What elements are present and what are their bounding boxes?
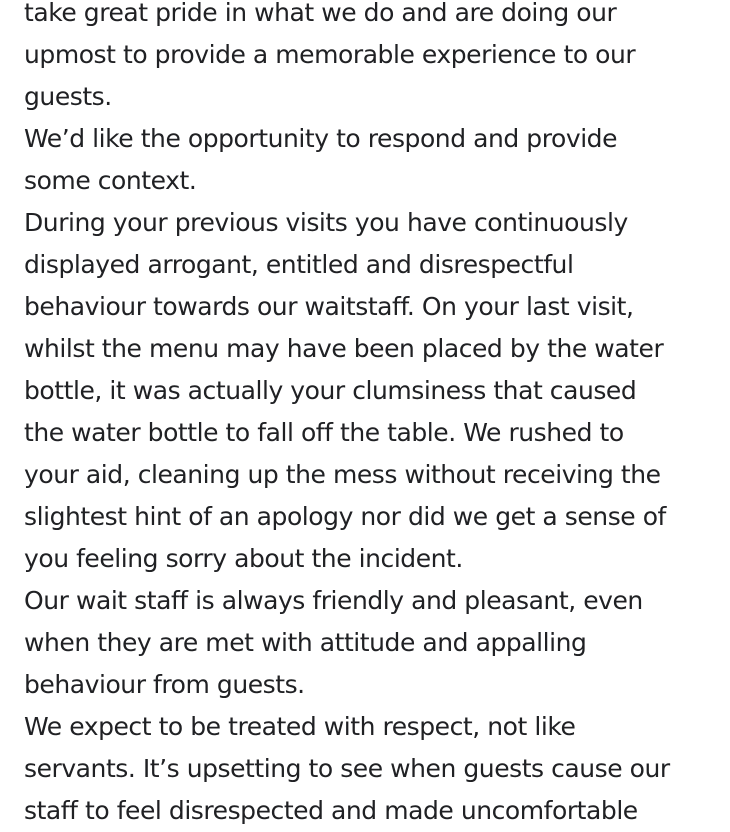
text-line: behaviour from guests. — [24, 670, 305, 699]
response-paragraph — [24, 0, 724, 118]
text-line: servants. It’s upsetting to see when guests cause our — [24, 754, 670, 783]
text-line: upmost to provide a memorable experience to our — [24, 40, 636, 69]
text-line: slightest hint of an apology nor did we get a sense of — [24, 502, 666, 531]
text-line: We expect to be treated with respect, not like — [24, 712, 576, 741]
text-line: whilst the menu may have been placed by the water — [24, 334, 664, 363]
text-line: displayed arrogant, entitled and disrespectful — [24, 250, 574, 279]
text-line: We’d like the opportunity to respond and provide — [24, 124, 618, 153]
text-line: behaviour towards our waitstaff. On your last visit, — [24, 292, 634, 321]
owner-response-text — [24, 0, 724, 832]
text-line: bottle, it was actually your clumsiness that caused — [24, 376, 637, 405]
response-paragraph — [24, 118, 724, 202]
text-line: During your previous visits you have continuously — [24, 208, 628, 237]
response-paragraph — [24, 202, 724, 580]
text-line: the water bottle to fall off the table. We rushed to — [24, 418, 624, 447]
response-paragraph — [24, 580, 724, 706]
text-line: some context. — [24, 166, 197, 195]
text-line: when they are met with attitude and appalling — [24, 628, 587, 657]
text-line: your aid, cleaning up the mess without receiving the — [24, 460, 661, 489]
text-line: staff to feel disrespected and made uncomfortable — [24, 796, 638, 825]
response-paragraph — [24, 706, 724, 832]
text-line: you feeling sorry about the incident. — [24, 544, 463, 573]
text-line: take great pride in what we do and are doing our — [24, 0, 617, 27]
text-line: guests. — [24, 82, 112, 111]
text-line: Our wait staff is always friendly and pleasant, even — [24, 586, 643, 615]
